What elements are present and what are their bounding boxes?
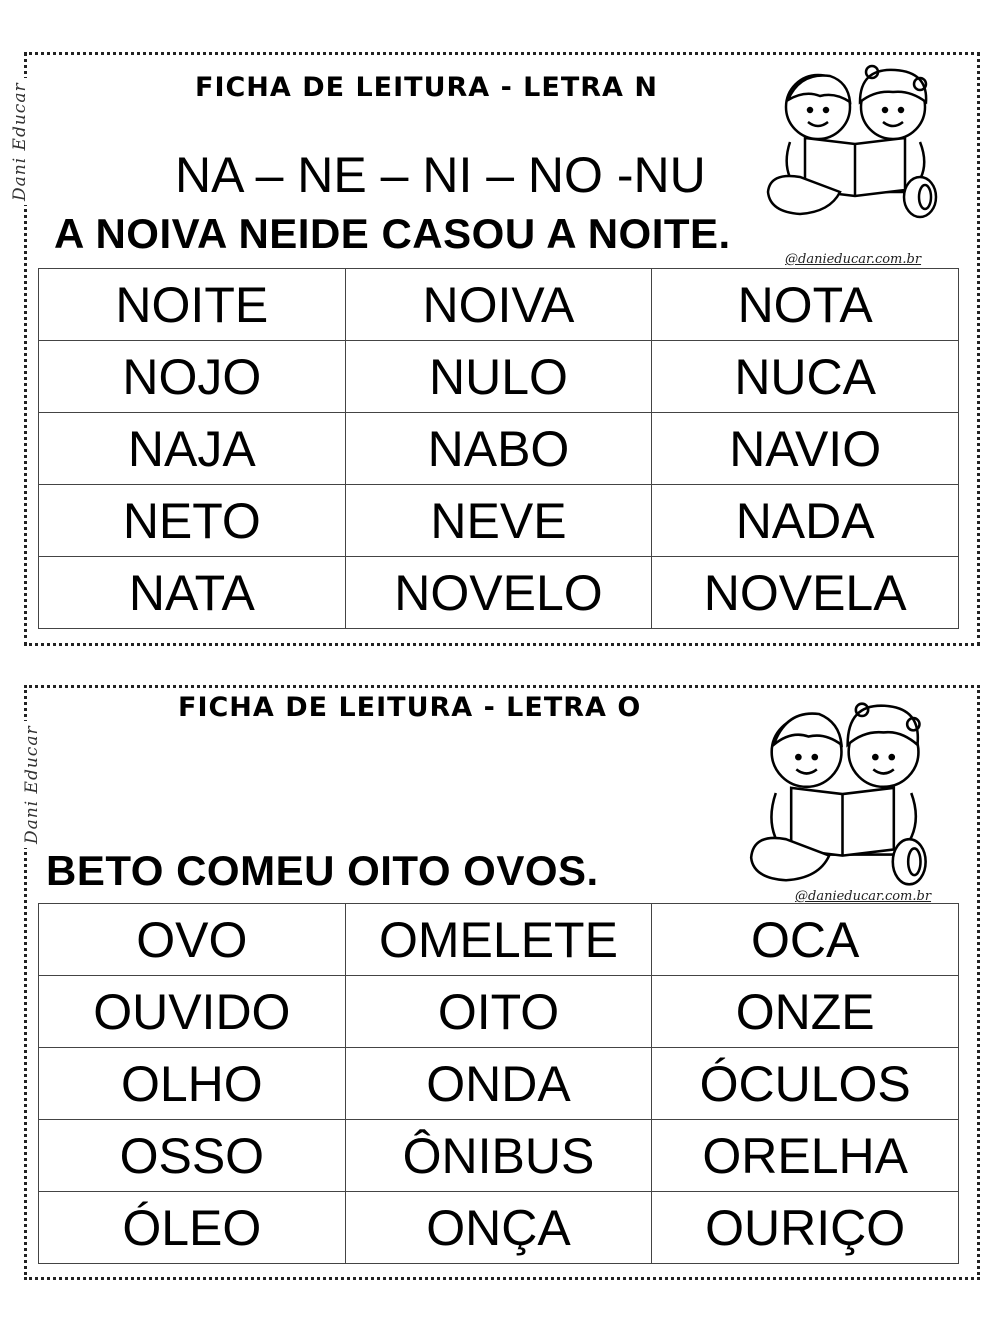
word-cell: ORELHA [652,1120,959,1192]
sheet-title: FICHA DE LEITURA - LETRA N [195,72,658,103]
watermark: Dani Educar [22,721,42,848]
word-cell: OSSO [39,1120,346,1192]
word-cell: NADA [652,485,959,557]
word-cell: NETO [39,485,346,557]
word-cell: ONDA [345,1048,652,1120]
word-cell: ONÇA [345,1192,652,1264]
word-cell: NOJO [39,341,346,413]
sheet-title: FICHA DE LEITURA - LETRA O [178,692,642,723]
word-cell: OLHO [39,1048,346,1120]
word-cell: NABO [345,413,652,485]
table-row [39,904,959,976]
example-sentence: BETO COMEU OITO OVOS. [46,847,599,894]
word-cell: NULO [345,341,652,413]
children-reading-book-icon [745,693,940,893]
credit-text: @danieducar.com.br [785,252,922,267]
word-table [38,268,959,629]
table-row [39,413,959,485]
word-cell: ÓCULOS [652,1048,959,1120]
word-cell: ÔNIBUS [345,1120,652,1192]
table-row [39,1120,959,1192]
word-cell: NAVIO [652,413,959,485]
word-cell: NOTA [652,269,959,341]
table-row [39,1048,959,1120]
table-row [39,341,959,413]
word-cell: NOVELO [345,557,652,629]
word-cell: OMELETE [345,904,652,976]
word-cell: ÓLEO [39,1192,346,1264]
word-cell: NEVE [345,485,652,557]
watermark: Dani Educar [10,78,30,205]
word-table [38,903,959,1264]
word-cell: OITO [345,976,652,1048]
word-cell: OURIÇO [652,1192,959,1264]
table-row [39,269,959,341]
word-cell: OVO [39,904,346,976]
word-cell: NUCA [652,341,959,413]
word-cell: NOIVA [345,269,652,341]
table-row [39,1192,959,1264]
credit-text: @danieducar.com.br [795,889,932,904]
syllable-line: NA – NE – NI – NO -NU [175,147,706,203]
word-cell: ONZE [652,976,959,1048]
table-row [39,976,959,1048]
word-cell: NOVELA [652,557,959,629]
table-row [39,557,959,629]
word-cell: OCA [652,904,959,976]
word-cell: NAJA [39,413,346,485]
table-row [39,485,959,557]
word-cell: OUVIDO [39,976,346,1048]
word-cell: NOITE [39,269,346,341]
children-reading-book-icon [760,62,950,222]
example-sentence: A NOIVA NEIDE CASOU A NOITE. [54,210,731,257]
word-cell: NATA [39,557,346,629]
